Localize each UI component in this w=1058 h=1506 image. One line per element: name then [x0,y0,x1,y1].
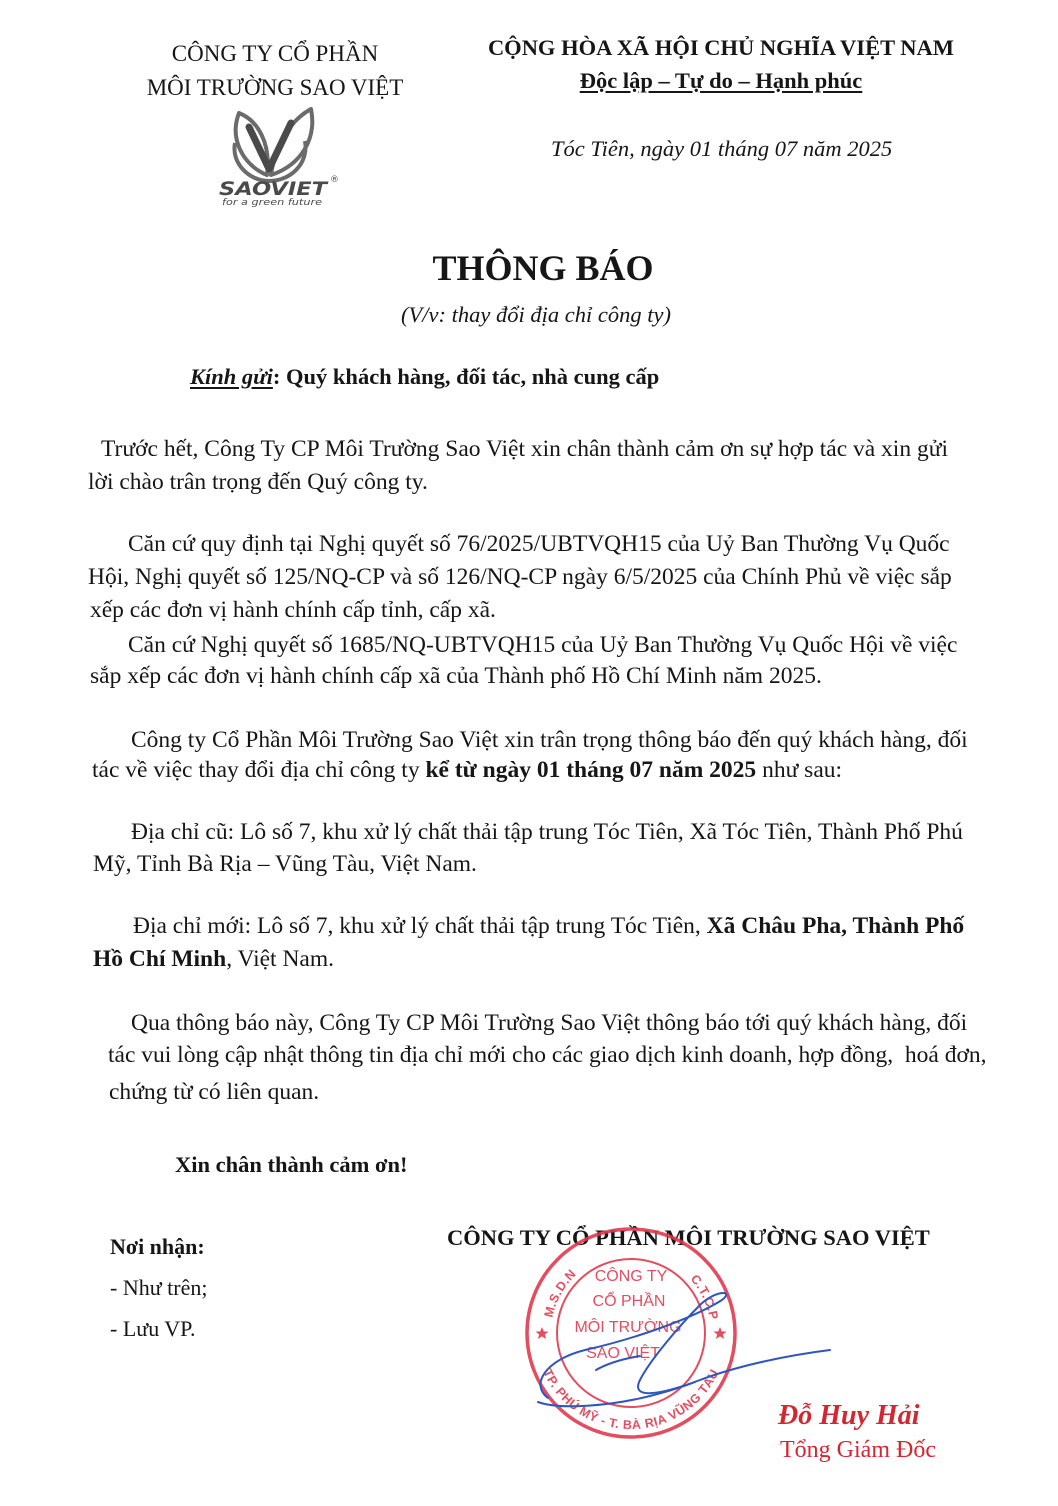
signature-stroke-main [540,1293,830,1398]
announcement-text: tác về việc thay đổi địa chỉ công ty [92,757,426,783]
seal-ring-top-left: M.S.D.N [541,1266,579,1319]
signer-title: Tổng Giám Đốc [780,1437,936,1463]
announcement-tail: như sau: [756,757,843,783]
basis-1-line-1: Căn cứ quy định tại Nghị quyết số 76/2025/UBTVQH15 của Uỷ Ban Thường Vụ Quốc [128,531,950,557]
thanks-line: Xin chân thành cảm ơn! [175,1152,408,1177]
logo-wordmark: SAOVIET [219,178,330,200]
closing-line-2: tác vui lòng cập nhật thông tin địa chỉ mới cho các giao dịch kinh doanh, hợp đồng, hoá đơn, [108,1042,987,1068]
logo-tagline: for a green future [222,198,322,208]
national-title: CỘNG HÒA XÃ HỘI CHỦ NGHĨA VIỆT NAM [487,35,955,60]
old-address-line-2: Mỹ, Tỉnh Bà Rịa – Vũng Tàu, Việt Nam. [93,851,477,877]
national-motto-wrap [471,70,971,93]
distribution-item-2: - Lưu VP. [110,1316,196,1341]
new-address-line-1 [133,915,964,939]
announcement-line-2 [92,759,842,783]
announcement-line-1: Công ty Cổ Phần Môi Trường Sao Việt xin trân trọng thông báo đến quý khách hàng, đối [131,727,968,753]
company-name-line-1: CÔNG TY CỔ PHẦN [171,41,379,66]
company-name-line-2: MÔI TRƯỜNG SAO VIỆT [146,75,404,100]
closing-line-1: Qua thông báo này, Công Ty CP Môi Trường Sao Việt thông báo tới quý khách hàng, đối [131,1010,968,1036]
seal-line-4: SAO VIỆT [586,1345,660,1362]
basis-2-line-1: Căn cứ Nghị quyết số 1685/NQ-UBTVQH15 của Uỷ Ban Thường Vụ Quốc Hội về việc [128,632,958,658]
signature-stroke-tick [596,1356,640,1370]
recipient-line [190,366,659,389]
new-address-text: Địa chỉ mới: Lô số 7, khu xử lý chất thải tập trung Tóc Tiên, [133,913,707,939]
signature-company: CÔNG TY CỔ PHẦN MÔI TRƯỜNG SAO VIỆT [447,1225,930,1250]
seal-ring-bottom: TP. PHÚ MỸ - T. BÀ RỊA VŨNG TÀU [540,1366,722,1433]
document-subject: (V/v: thay đổi địa chỉ công ty) [401,302,671,327]
new-address-line-2 [93,948,334,972]
new-address-highlight-2: Hồ Chí Minh [93,946,227,972]
old-address-line-1: Địa chỉ cũ: Lô số 7, khu xử lý chất thải tập trung Tóc Tiên, Xã Tóc Tiên, Thành Phố Phú [131,819,963,845]
seal-line-1: CÔNG TY [594,1268,668,1285]
basis-1-line-3: xếp các đơn vị hành chính cấp tỉnh, cấp xã. [90,597,496,623]
greeting-line-1: Trước hết, Công Ty CP Môi Trường Sao Việt xin chân thành cảm ơn sự hợp tác và xin gửi [101,436,948,462]
saoviet-logo [205,103,345,208]
leaf-v-logo-icon [234,109,312,181]
signer-name: Đỗ Huy Hải [778,1400,920,1431]
basis-1-line-2: Hội, Nghị quyết số 125/NQ-CP và số 126/NQ-CP ngày 6/5/2025 của Chính Phủ về việc sắp [88,564,952,590]
document-title: THÔNG BÁO [432,248,654,288]
distribution-heading: Nơi nhận: [110,1234,205,1259]
place-and-date: Tóc Tiên, ngày 01 tháng 07 năm 2025 [551,136,893,161]
new-address-highlight-1: Xã Châu Pha, Thành Phố [706,913,965,939]
seal-line-2: CỔ PHẦN [592,1293,666,1310]
greeting-line-2: lời chào trân trọng đến Quý công ty. [88,469,428,495]
national-motto: Độc lập – Tự do – Hạnh phúc [579,68,863,93]
effective-date: kể từ ngày 01 tháng 07 năm 2025 [425,757,757,783]
seal-line-3: MÔI TRƯỜNG [574,1319,682,1336]
recipient-text: : Quý khách hàng, đối tác, nhà cung cấp [272,364,660,389]
signature-stroke-loop [538,1382,695,1406]
basis-2-line-2: sắp xếp các đơn vị hành chính cấp xã của Thành phố Hồ Chí Minh năm 2025. [90,663,822,689]
distribution-item-1: - Như trên; [110,1275,208,1300]
new-address-tail: , Việt Nam. [226,946,335,972]
seal-ring-top-right: C.T.C.P [687,1272,721,1322]
closing-line-3: chứng từ có liên quan. [109,1079,320,1105]
logo-registered-mark: ® [330,175,339,185]
recipient-label: Kính gửi [190,364,273,389]
